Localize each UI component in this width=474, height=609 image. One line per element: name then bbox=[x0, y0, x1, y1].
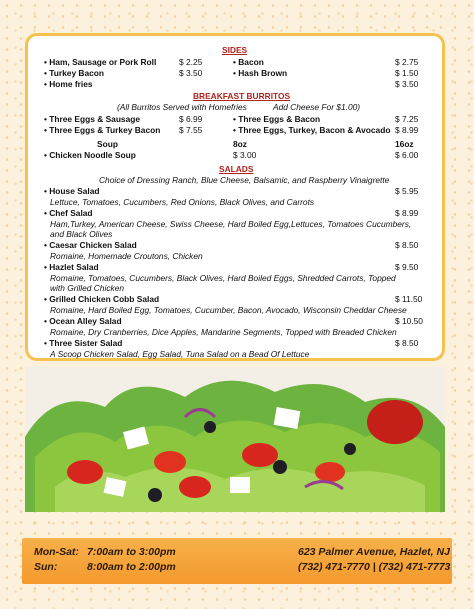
menu-item-name: • Grilled Chicken Cobb Salad bbox=[44, 294, 160, 304]
menu-item-desc: Romaine, Homemade Croutons, Chicken bbox=[50, 251, 203, 261]
menu-item-price: $ 10.50 bbox=[395, 316, 423, 326]
menu-item-name: • Chef Salad bbox=[44, 208, 93, 218]
menu-item-name: • Ocean Alley Salad bbox=[44, 316, 122, 326]
menu-item-price: $ 8.50 bbox=[395, 338, 419, 348]
menu-item-name: • Ham, Sausage or Pork Roll bbox=[44, 57, 157, 67]
menu-item-price: $ 9.50 bbox=[395, 262, 419, 272]
burritos-heading: BREAKFAST BURRITOS bbox=[193, 91, 291, 101]
menu-item-name: • Three Eggs & Turkey Bacon bbox=[44, 125, 161, 135]
burritos-note-cheese: Add Cheese For $1.00) bbox=[273, 102, 361, 112]
menu-item-price: $ 3.50 bbox=[179, 68, 203, 78]
soup-label: Soup bbox=[97, 139, 118, 149]
menu-item-price: $ 11.50 bbox=[395, 294, 423, 304]
menu-item-desc: Lettuce, Tomatoes, Cucumbers, Red Onions, Black Olives, and Carrots bbox=[50, 197, 315, 207]
menu-item-price: $ 1.50 bbox=[395, 68, 419, 78]
menu-item-price: $ 2.25 bbox=[179, 57, 203, 67]
hours-sunday: 8:00am to 2:00pm bbox=[87, 561, 176, 573]
burritos-note: (All Burritos Served with Homefries bbox=[117, 102, 247, 112]
salads-note: Choice of Dressing Ranch, Blue Cheese, Balsamic, and Raspberry Vinaigrette bbox=[99, 175, 390, 185]
menu-item-price: $ 2.75 bbox=[395, 57, 419, 67]
menu-item-price: $ 5.95 bbox=[395, 186, 419, 196]
salad-photo bbox=[25, 367, 445, 512]
menu-item-desc: with Grilled Chicken bbox=[50, 283, 125, 293]
restaurant-address: 623 Palmer Avenue, Hazlet, NJ bbox=[298, 546, 450, 558]
menu-item-desc: Romaine, Hard Boiled Egg, Tomatoes, Cucumber, Bacon, Avocado, Wisconsin Cheddar Cheese bbox=[50, 305, 407, 315]
menu-item-desc: and Black Olives bbox=[50, 229, 113, 239]
hours-weekday: 7:00am to 3:00pm bbox=[87, 546, 176, 558]
menu-item-price: $ 6.99 bbox=[179, 114, 203, 124]
menu-item-name: • House Salad bbox=[44, 186, 100, 196]
menu-item-name: • Home fries bbox=[44, 79, 93, 89]
salad-illustration bbox=[25, 367, 445, 512]
menu-item-name: • Three Eggs & Bacon bbox=[233, 114, 321, 124]
restaurant-phones: (732) 471-7770 | (732) 471-7773 bbox=[298, 561, 451, 573]
sides-heading: SIDES bbox=[222, 45, 248, 55]
menu-item-name: • Three Eggs, Turkey, Bacon & Avocado bbox=[233, 125, 391, 135]
menu-item-price: $ 8.99 bbox=[395, 125, 419, 135]
menu-item-name: • Hazlet Salad bbox=[44, 262, 99, 272]
hours-days-sunday: Sun: bbox=[34, 561, 58, 573]
menu-item-price: $ 3.00 bbox=[233, 150, 257, 160]
menu-item-price: $ 8.99 bbox=[395, 208, 419, 218]
menu-item-price: $ 7.55 bbox=[179, 125, 203, 135]
menu-item-desc: Romaine, Tomatoes, Cucumbers, Black Olives, Hard Boiled Eggs, Shredded Carrots, Topped bbox=[50, 273, 396, 283]
menu-item-price: $ 6.00 bbox=[395, 150, 419, 160]
menu-item-price: $ 8.50 bbox=[395, 240, 419, 250]
soup-size-large: 16oz bbox=[395, 139, 414, 149]
menu-item-name: • Chicken Noodle Soup bbox=[44, 150, 136, 160]
menu-item-name: • Three Eggs & Sausage bbox=[44, 114, 141, 124]
menu-item-desc: Romaine, Dry Cranberries, Dice Apples, Mandarine Segments, Topped with Breaded Chicken bbox=[50, 327, 397, 337]
hours-days-weekday: Mon-Sat: bbox=[34, 546, 79, 558]
menu-item-name: • Turkey Bacon bbox=[44, 68, 105, 78]
menu-item-desc: Ham,Turkey, American Cheese, Swiss Cheese, Hard Boiled Egg,Lettuces, Tomatoes Cucumbers, bbox=[50, 219, 412, 229]
menu-item-name: • Hash Brown bbox=[233, 68, 288, 78]
menu-item-price: $ 3.50 bbox=[395, 79, 419, 89]
menu-item-desc: A Scoop Chicken Salad, Egg Salad, Tuna Salad on a Bead Of Lettuce bbox=[50, 349, 310, 359]
salads-heading: SALADS bbox=[219, 164, 254, 174]
soup-size-small: 8oz bbox=[233, 139, 247, 149]
menu-item-name: • Bacon bbox=[233, 57, 264, 67]
menu-item-price: $ 7.25 bbox=[395, 114, 419, 124]
menu-item-name: • Caesar Chicken Salad bbox=[44, 240, 137, 250]
menu-item-name: • Three Sister Salad bbox=[44, 338, 123, 348]
